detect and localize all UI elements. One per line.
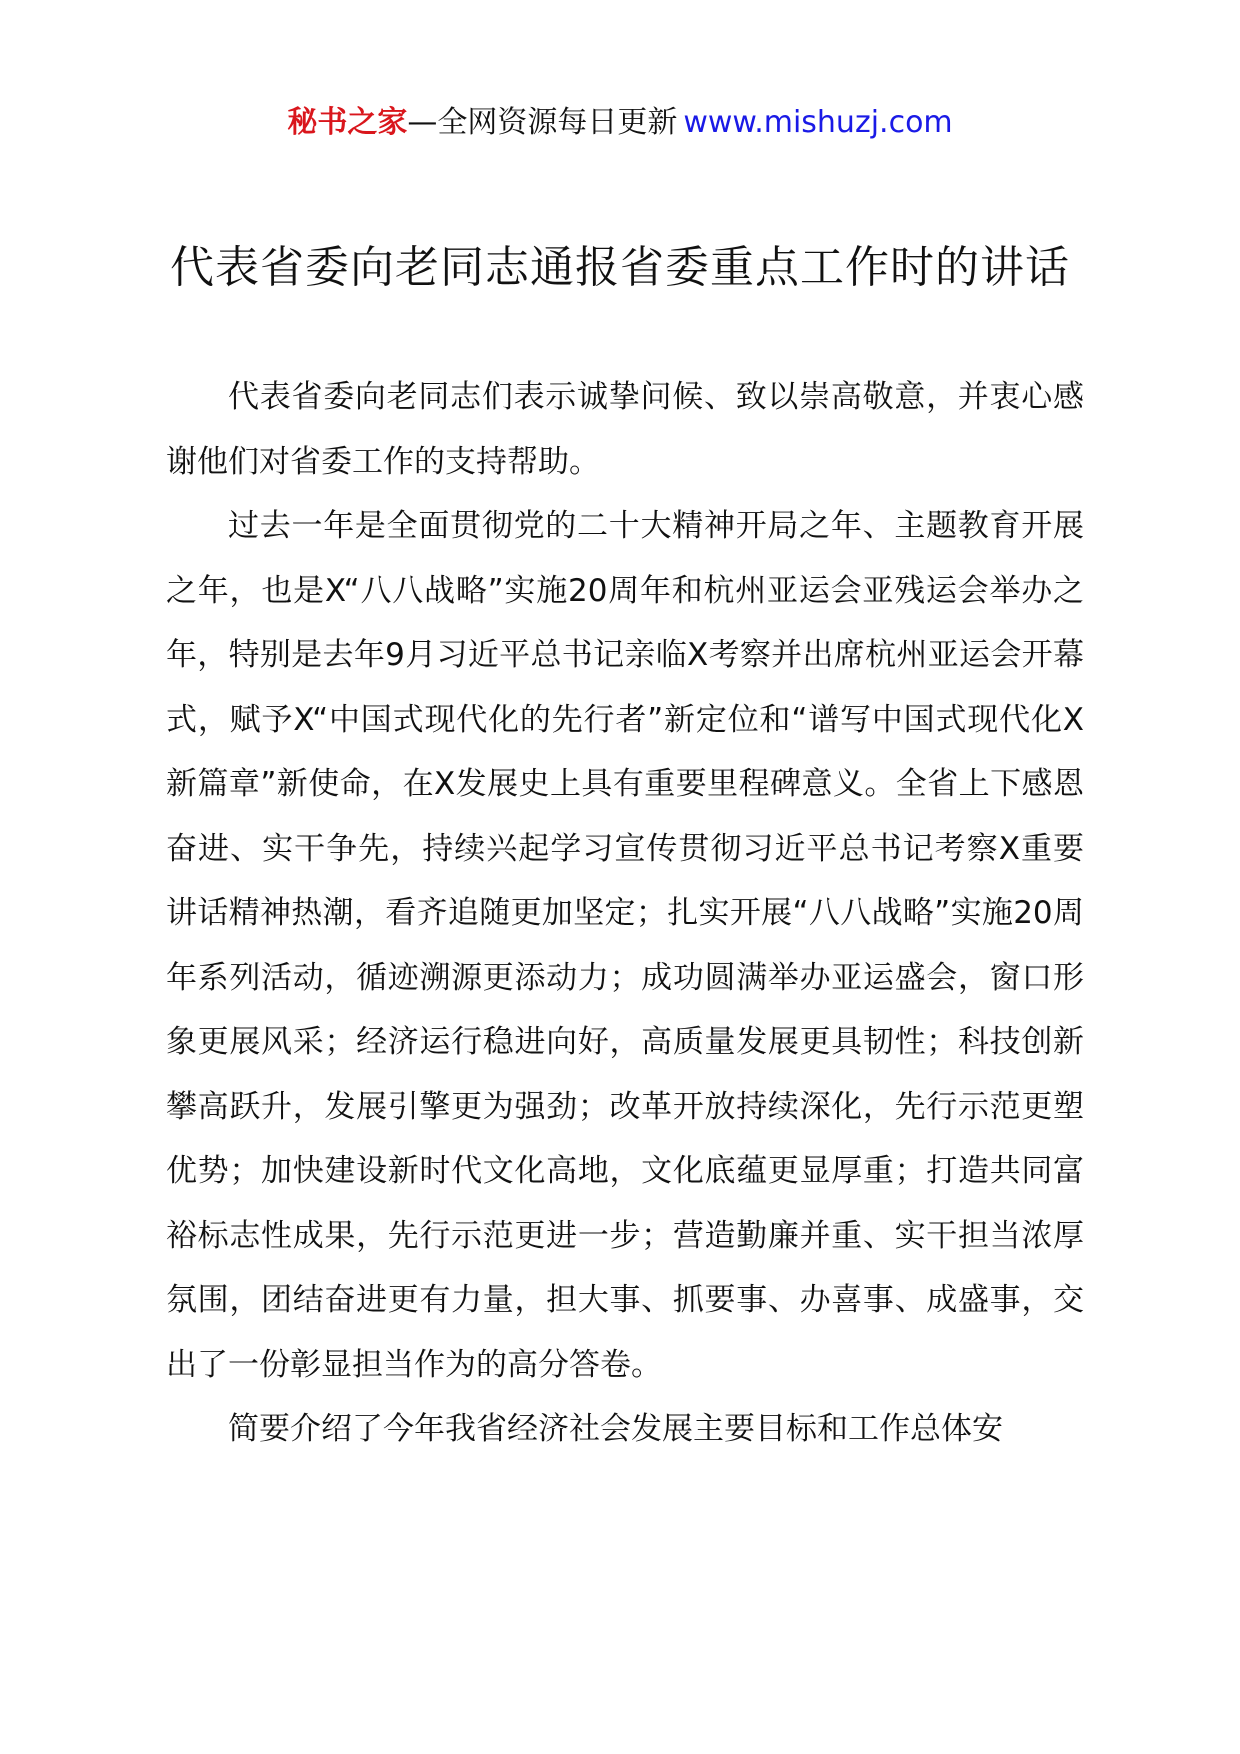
document-title: 代表省委向老同志通报省委重点工作时的讲话 — [170, 242, 1070, 293]
site-brand: 秘书之家 — [287, 105, 408, 140]
paragraph: 过去一年是全面贯彻党的二十大精神开局之年、主题教育开展之年，也是X“八八战略”实施20周年和杭州亚运会亚残运会举办之年，特别是去年9月习近平总书记亲临X考察并出席杭州亚运会开幕式，赋予X“中国式现代化的先行者”新定位和“谱写中国式现代化X新篇章”新使命，在X发展史上具有重要里程碑意义。全省上下感恩奋进、实干争先，持续兴起学习宣传贯彻习近平总书记考察X重要讲话精神热潮，看齐追随更加坚定；扎实开展“八八战略”实施20周年系列活动，循迹溯源更添动力；成功圆满举办亚运盛会，窗口形象更展风采；经济运行稳进向好，高质量发展更具韧性；科技创新攀高跃升，发展引擎更为强劲；改革开放持续深化，先行示范更塑优势；加快建设新时代文化高地，文化底蕴更显厚重；打造共同富裕标志性成果，先行示范更进一步；营造勤廉并重、实干担当浓厚氛围，团结奋进更有力量，担大事、抓要事、办喜事、成盛事，交出了一份彰显担当作为的高分答卷。 — [166, 508, 1084, 1383]
paragraph: 简要介绍了今年我省经济社会发展主要目标和工作总体安 — [228, 1411, 1003, 1447]
site-tagline: —全网资源每日更新 — [407, 105, 678, 140]
paragraph: 代表省委向老同志们表示诚挚问候、致以崇高敬意，并衷心感谢他们对省委工作的支持帮助。 — [166, 379, 1084, 480]
site-header — [0, 103, 1240, 143]
site-url-link[interactable]: www.mishuzj.com — [683, 105, 953, 140]
document-body — [166, 365, 1084, 1462]
